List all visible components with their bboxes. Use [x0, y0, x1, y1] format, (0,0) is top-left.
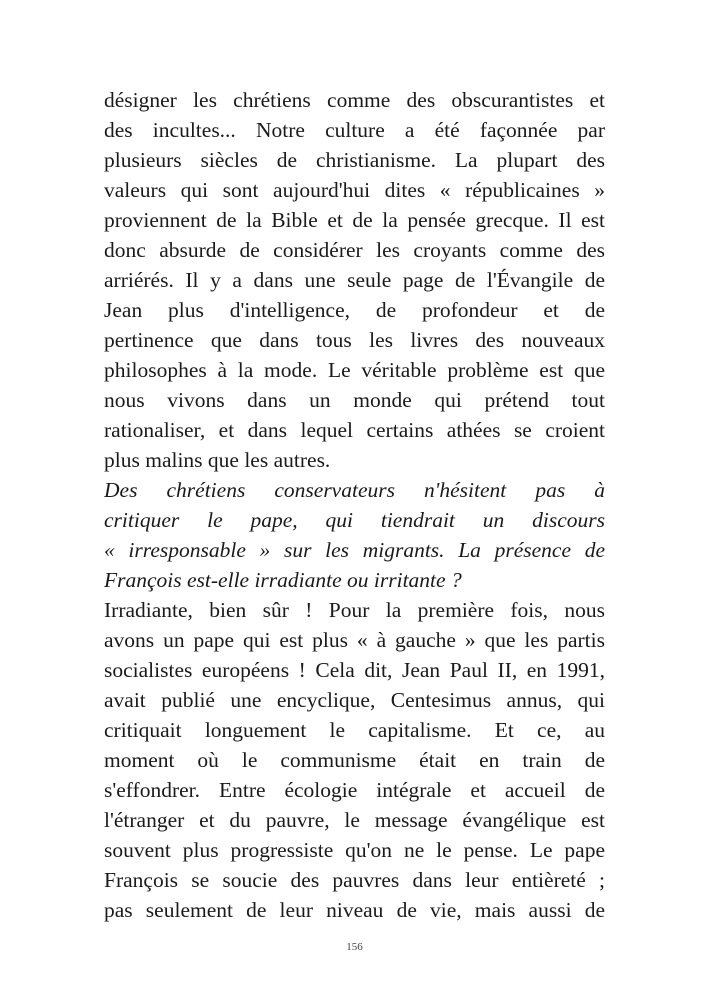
text-line: Irradiante, bien sûr ! Pour la première fois, nous: [104, 598, 605, 622]
text-line: moment où le communisme était en train de: [104, 748, 605, 772]
text-line: plus malins que les autres.: [104, 448, 331, 472]
interview-question: [104, 475, 605, 595]
text-line: désigner les chrétiens comme des obscurantistes et: [104, 88, 605, 112]
text-line: critiquait longuement le capitalisme. Et ce, au: [104, 718, 605, 742]
text-line: Jean plus d'intelligence, de profondeur et de: [104, 298, 605, 322]
text-line: s'effondrer. Entre écologie intégrale et accueil de: [104, 778, 605, 802]
question-line: « irresponsable » sur les migrants. La présence de: [104, 538, 605, 562]
text-line: avons un pape qui est plus « à gauche » que les partis: [104, 628, 605, 652]
text-line: pas seulement de leur niveau de vie, mais aussi de: [104, 898, 605, 922]
question-line: Des chrétiens conservateurs n'hésitent pas à: [104, 478, 605, 502]
text-line: souvent plus progressiste qu'on ne le pense. Le pape: [104, 838, 605, 862]
question-line: critiquer le pape, qui tiendrait un discours: [104, 508, 605, 532]
text-line: avait publié une encyclique, Centesimus annus, qui: [104, 688, 605, 712]
text-line: nous vivons dans un monde qui prétend tout: [104, 388, 605, 412]
question-line: François est-elle irradiante ou irritante ?: [104, 568, 462, 592]
text-line: socialistes européens ! Cela dit, Jean Paul II, en 1991,: [104, 658, 605, 682]
paragraph-1: [104, 85, 605, 475]
text-line: plusieurs siècles de christianisme. La plupart des: [104, 148, 605, 172]
text-line: donc absurde de considérer les croyants comme des: [104, 238, 605, 262]
text-line: rationaliser, et dans lequel certains athées se croient: [104, 418, 605, 442]
text-line: arriérés. Il y a dans une seule page de l'Évangile de: [104, 268, 605, 292]
paragraph-2: [104, 595, 605, 925]
page-number: 156: [346, 941, 363, 953]
text-line: valeurs qui sont aujourd'hui dites « républicaines »: [104, 178, 605, 202]
text-line: des incultes... Notre culture a été façonnée par: [104, 118, 605, 142]
text-line: pertinence que dans tous les livres des nouveaux: [104, 328, 605, 352]
body-text: [104, 85, 605, 925]
text-line: philosophes à la mode. Le véritable problème est que: [104, 358, 605, 382]
text-line: François se soucie des pauvres dans leur entièreté ;: [104, 868, 605, 892]
text-line: proviennent de la Bible et de la pensée grecque. Il est: [104, 208, 605, 232]
text-line: l'étranger et du pauvre, le message évangélique est: [104, 808, 605, 832]
